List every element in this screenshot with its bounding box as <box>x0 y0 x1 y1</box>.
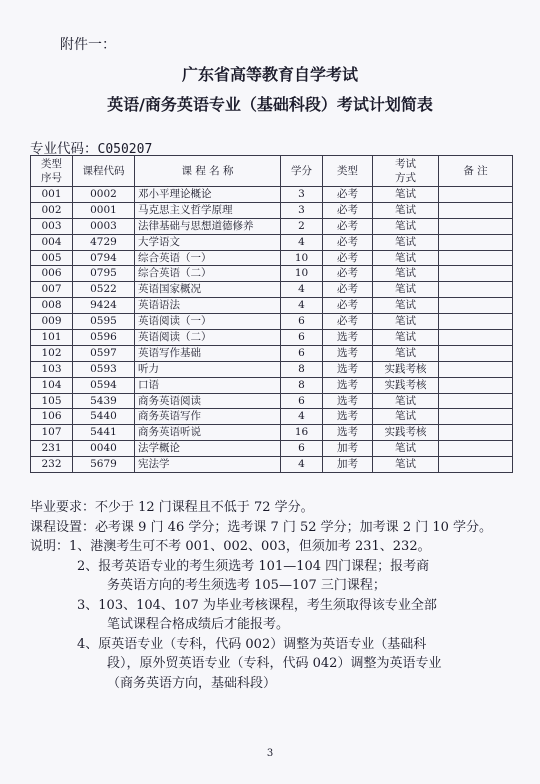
cell-credit: 6 <box>281 345 323 361</box>
col-header-type: 类型 <box>323 156 373 187</box>
cell-seq: 006 <box>31 266 73 282</box>
cell-type: 必考 <box>323 266 373 282</box>
cell-type: 选考 <box>323 425 373 441</box>
cell-credit: 2 <box>281 218 323 234</box>
annex-label: 附件一： <box>60 37 116 53</box>
cell-name: 商务英语阅读 <box>135 393 281 409</box>
cell-mode: 笔试 <box>373 314 439 330</box>
cell-note <box>439 218 513 234</box>
table-row <box>31 377 513 393</box>
note-4: 4、原英语专业（专科，代码 002）调整为英语专业（基础科 <box>77 636 427 652</box>
graduation-requirement: 毕业要求：不少于 12 门课程且不低于 72 学分。 <box>30 500 314 515</box>
cell-note <box>439 330 513 346</box>
table-body <box>31 187 513 473</box>
cell-credit: 8 <box>281 377 323 393</box>
page-number: 3 <box>266 748 274 759</box>
cell-mode: 笔试 <box>373 202 439 218</box>
cell-note <box>439 345 513 361</box>
table-row <box>31 409 513 425</box>
note-4-cont2: （商务英语方向，基础科段） <box>107 675 277 691</box>
cell-name: 邓小平理论概论 <box>135 187 281 203</box>
col-header-name: 课 程 名 称 <box>135 156 281 187</box>
cell-mode: 笔试 <box>373 330 439 346</box>
cell-note <box>439 361 513 377</box>
cell-code: 0003 <box>73 218 135 234</box>
cell-note <box>439 298 513 314</box>
cell-type: 必考 <box>323 187 373 203</box>
cell-code: 0594 <box>73 377 135 393</box>
cell-mode: 笔试 <box>373 393 439 409</box>
cell-mode: 实践考核 <box>373 377 439 393</box>
cell-mode: 笔试 <box>373 457 439 473</box>
cell-mode: 笔试 <box>373 282 439 298</box>
major-code <box>30 137 152 157</box>
cell-mode: 笔试 <box>373 441 439 457</box>
cell-type: 必考 <box>323 282 373 298</box>
table-row <box>31 250 513 266</box>
cell-code: 0593 <box>73 361 135 377</box>
cell-name: 口语 <box>135 377 281 393</box>
cell-credit: 16 <box>281 425 323 441</box>
col-header-mode: 考试 方式 <box>373 156 439 187</box>
cell-seq: 105 <box>31 393 73 409</box>
cell-code: 0522 <box>73 282 135 298</box>
cell-mode: 笔试 <box>373 345 439 361</box>
cell-name: 宪法学 <box>135 457 281 473</box>
cell-name: 商务英语听说 <box>135 425 281 441</box>
cell-type: 加考 <box>323 457 373 473</box>
note-2-cont: 务英语方向的考生须选考 105—107 三门课程； <box>107 578 386 593</box>
table-row <box>31 330 513 346</box>
major-code-value: C050207 <box>97 142 153 157</box>
document-title: 广东省高等教育自学考试 <box>181 65 358 84</box>
exam-plan-table <box>30 155 513 473</box>
cell-credit: 10 <box>281 250 323 266</box>
cell-type: 必考 <box>323 250 373 266</box>
cell-type: 加考 <box>323 441 373 457</box>
cell-mode: 笔试 <box>373 409 439 425</box>
cell-credit: 4 <box>281 234 323 250</box>
cell-code: 5440 <box>73 409 135 425</box>
cell-mode: 笔试 <box>373 187 439 203</box>
table-header-row <box>31 156 513 187</box>
cell-note <box>439 266 513 282</box>
cell-seq: 005 <box>31 250 73 266</box>
cell-seq: 106 <box>31 409 73 425</box>
cell-credit: 3 <box>281 202 323 218</box>
cell-mode: 实践考核 <box>373 425 439 441</box>
cell-code: 9424 <box>73 298 135 314</box>
table-row <box>31 314 513 330</box>
cell-seq: 007 <box>31 282 73 298</box>
cell-code: 5439 <box>73 393 135 409</box>
cell-credit: 6 <box>281 330 323 346</box>
cell-seq: 001 <box>31 187 73 203</box>
cell-type: 选考 <box>323 377 373 393</box>
col-header-seq: 类型 序号 <box>31 156 73 187</box>
cell-code: 0596 <box>73 330 135 346</box>
table-row <box>31 457 513 473</box>
cell-note <box>439 187 513 203</box>
cell-name: 商务英语写作 <box>135 409 281 425</box>
cell-seq: 004 <box>31 234 73 250</box>
cell-mode: 笔试 <box>373 234 439 250</box>
cell-code: 5679 <box>73 457 135 473</box>
cell-note <box>439 202 513 218</box>
cell-note <box>439 409 513 425</box>
cell-type: 必考 <box>323 202 373 218</box>
cell-mode: 笔试 <box>373 266 439 282</box>
cell-name: 大学语文 <box>135 234 281 250</box>
cell-code: 0795 <box>73 266 135 282</box>
cell-seq: 002 <box>31 202 73 218</box>
cell-type: 必考 <box>323 234 373 250</box>
cell-note <box>439 250 513 266</box>
cell-type: 必考 <box>323 314 373 330</box>
cell-mode: 笔试 <box>373 250 439 266</box>
table-row <box>31 266 513 282</box>
cell-credit: 6 <box>281 441 323 457</box>
cell-credit: 4 <box>281 409 323 425</box>
cell-credit: 10 <box>281 266 323 282</box>
cell-credit: 4 <box>281 298 323 314</box>
cell-type: 选考 <box>323 361 373 377</box>
cell-credit: 4 <box>281 282 323 298</box>
cell-code: 0040 <box>73 441 135 457</box>
col-header-credit: 学分 <box>281 156 323 187</box>
cell-name: 综合英语（一） <box>135 250 281 266</box>
note-3: 3、103、104、107 为毕业考核课程，考生须取得该专业全部 <box>77 597 437 613</box>
cell-type: 选考 <box>323 409 373 425</box>
cell-credit: 4 <box>281 457 323 473</box>
cell-name: 英语国家概况 <box>135 282 281 298</box>
major-code-label: 专业代码： <box>30 141 98 157</box>
table-row <box>31 393 513 409</box>
table-row <box>31 234 513 250</box>
cell-name: 英语语法 <box>135 298 281 314</box>
cell-note <box>439 282 513 298</box>
cell-credit: 6 <box>281 393 323 409</box>
cell-credit: 3 <box>281 187 323 203</box>
table-row <box>31 202 513 218</box>
cell-type: 选考 <box>323 345 373 361</box>
cell-mode: 笔试 <box>373 218 439 234</box>
cell-seq: 008 <box>31 298 73 314</box>
cell-type: 选考 <box>323 393 373 409</box>
cell-name: 英语写作基础 <box>135 345 281 361</box>
table-row <box>31 425 513 441</box>
table-row <box>31 361 513 377</box>
col-header-note: 备 注 <box>439 156 513 187</box>
cell-name: 英语阅读（一） <box>135 314 281 330</box>
cell-seq: 102 <box>31 345 73 361</box>
cell-name: 马克思主义哲学原理 <box>135 202 281 218</box>
cell-code: 5441 <box>73 425 135 441</box>
table-row <box>31 298 513 314</box>
note-2: 2、报考英语专业的考生须选考 101—104 四门课程；报考商 <box>77 558 430 574</box>
cell-seq: 104 <box>31 377 73 393</box>
cell-name: 综合英语（二） <box>135 266 281 282</box>
note-3-cont: 笔试课程合格成绩后才能报考。 <box>107 617 290 632</box>
table-row <box>31 218 513 234</box>
cell-credit: 8 <box>281 361 323 377</box>
cell-note <box>439 314 513 330</box>
table-row <box>31 187 513 203</box>
cell-seq: 232 <box>31 457 73 473</box>
notes-section <box>30 498 510 693</box>
col-header-code: 课程代码 <box>73 156 135 187</box>
note-4-cont: 段），原外贸英语专业（专科，代码 042）调整为英语专业 <box>107 656 442 671</box>
cell-name: 法律基础与思想道德修养 <box>135 218 281 234</box>
cell-note <box>439 441 513 457</box>
cell-note <box>439 425 513 441</box>
cell-mode: 笔试 <box>373 298 439 314</box>
cell-code: 0002 <box>73 187 135 203</box>
cell-code: 0595 <box>73 314 135 330</box>
cell-seq: 009 <box>31 314 73 330</box>
cell-seq: 103 <box>31 361 73 377</box>
cell-credit: 6 <box>281 314 323 330</box>
table-row <box>31 441 513 457</box>
cell-type: 必考 <box>323 298 373 314</box>
cell-code: 0794 <box>73 250 135 266</box>
cell-note <box>439 234 513 250</box>
cell-code: 0597 <box>73 345 135 361</box>
cell-seq: 231 <box>31 441 73 457</box>
cell-name: 英语阅读（二） <box>135 330 281 346</box>
cell-type: 选考 <box>323 330 373 346</box>
document-subtitle: 英语/商务英语专业（基础科段）考试计划简表 <box>107 95 433 114</box>
cell-note <box>439 377 513 393</box>
course-setting: 课程设置：必考课 9 门 46 学分；选考课 7 门 52 学分；加考课 2 门 10 学分。 <box>30 519 493 535</box>
cell-type: 必考 <box>323 218 373 234</box>
cell-seq: 101 <box>31 330 73 346</box>
cell-seq: 003 <box>31 218 73 234</box>
cell-mode: 实践考核 <box>373 361 439 377</box>
table-row <box>31 345 513 361</box>
cell-code: 4729 <box>73 234 135 250</box>
cell-seq: 107 <box>31 425 73 441</box>
cell-code: 0001 <box>73 202 135 218</box>
cell-note <box>439 393 513 409</box>
cell-name: 法学概论 <box>135 441 281 457</box>
cell-name: 听力 <box>135 361 281 377</box>
table-row <box>31 282 513 298</box>
cell-note <box>439 457 513 473</box>
note-1: 说明：1、港澳考生可不考 001、002、003，但须加考 231、232。 <box>30 539 431 554</box>
